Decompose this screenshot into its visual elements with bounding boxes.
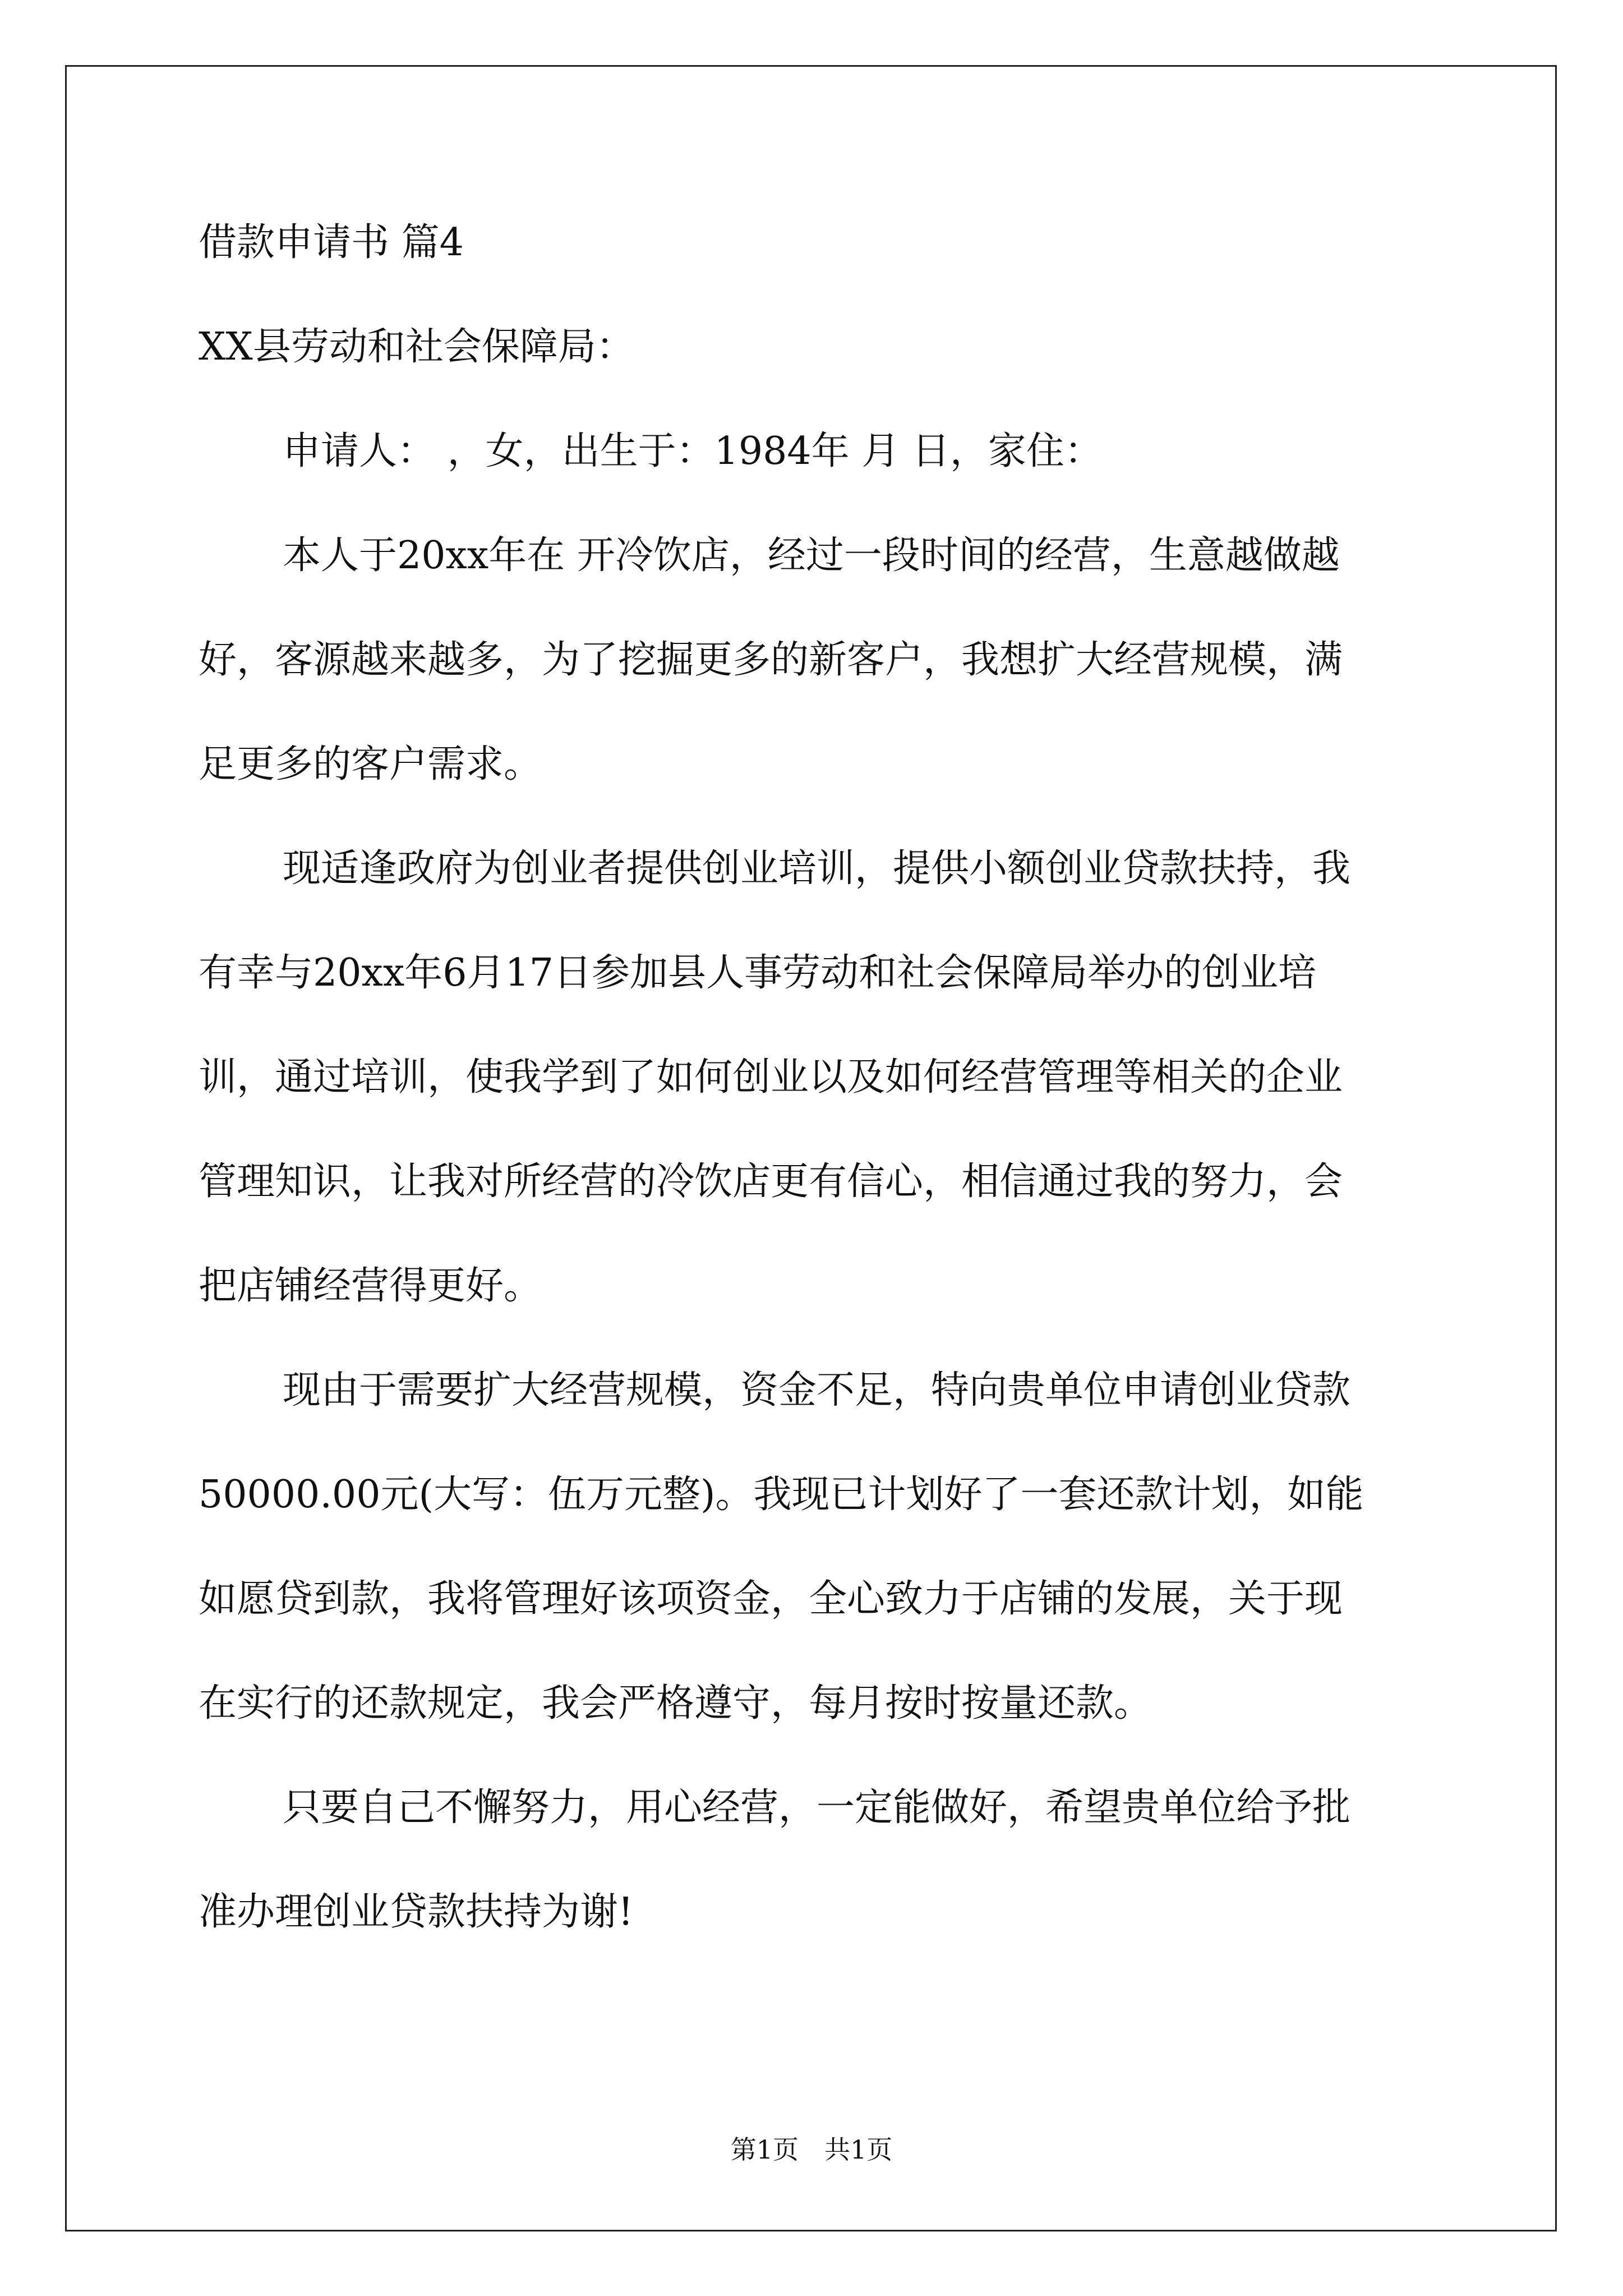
page-footer: 第1页 共1页 [730,2134,893,2165]
paragraph-line: 在实行的还款规定，我会严格遵守，每月按时按量还款。 [199,1681,1152,1726]
paragraph-line: 本人于20xx年在 开冷饮店，经过一段时间的经营，生意越做越 [283,533,1340,578]
paragraph-1 [199,427,1430,476]
paragraph-line: 现由于需要扩大经营规模，资金不足，特向贵单位申请创业贷款 [283,1368,1351,1412]
paragraph-line: 如愿贷到款，我将管理好该项资金，全心致力于店铺的发展，关于现 [199,1577,1343,1621]
paragraph-line: 足更多的客户需求。 [199,742,542,786]
paragraph-3 [199,845,1430,1310]
paragraph-line: 50000.00元(大写：伍万元整)。我现已计划好了一套还款计划，如能 [199,1473,1364,1517]
document-title: 借款申请书 篇4 [199,220,464,265]
paragraph-line: 现适逢政府为创业者提供创业培训，提供小额创业贷款扶持，我 [283,846,1351,891]
paragraph-5 [199,1784,1430,1936]
paragraph-line: 只要自己不懈努力，用心经营，一定能做好，希望贵单位给予批 [283,1786,1351,1830]
document-body [199,219,1430,1993]
paragraph-line: 把店铺经营得更好。 [199,1264,542,1308]
salutation: XX县劳动和社会保障局： [199,325,634,369]
paragraph-2 [199,532,1430,789]
paragraph-line: 管理知识，让我对所经营的冷饮店更有信心，相信通过我的努力，会 [199,1159,1343,1204]
paragraph-4 [199,1366,1430,1728]
paragraph-line: 准办理创业贷款扶持为谢! [199,1890,634,1934]
paragraph-line: 有幸与20xx年6月17日参加县人事劳动和社会保障局举办的创业培 [199,951,1317,995]
paragraph-line: 好，客源越来越多，为了挖掘更多的新客户，我想扩大经营规模，满 [199,638,1343,682]
paragraph-line: 训，通过培训，使我学到了如何创业以及如何经营管理等相关的企业 [199,1055,1343,1099]
paragraph-line: 申请人： ，女，出生于：1984年 月 日，家住： [283,429,1103,473]
